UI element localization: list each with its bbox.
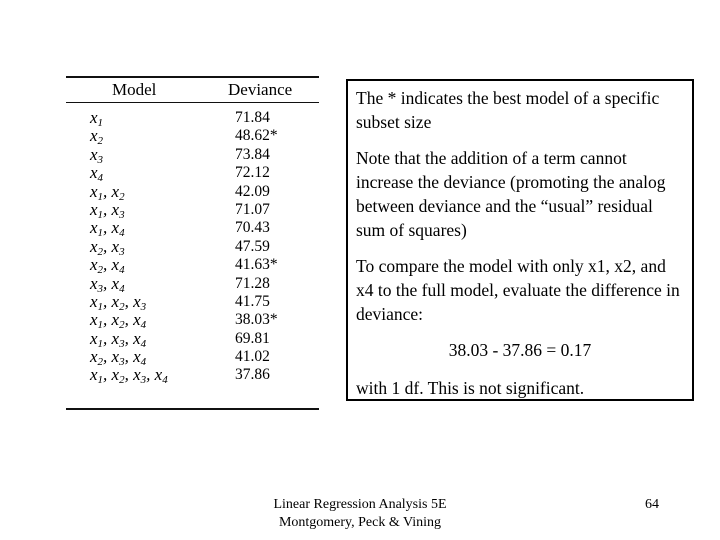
- table-row: [66, 109, 319, 127]
- term-index: 3: [140, 300, 147, 313]
- term-index: 3: [140, 374, 147, 387]
- note-deviance-monotone: Note that the addition of a term cannot increase the deviance (promoting the analog between deviance and the “usual” residual sum of squares): [356, 148, 666, 240]
- term-index: 1: [97, 319, 104, 332]
- table-body: [66, 109, 319, 385]
- table-top-rule: [66, 76, 319, 78]
- model-cell: $x_1$, $x_2$: [90, 181, 125, 203]
- term-index: 2: [119, 319, 125, 332]
- term-index: 4: [162, 374, 168, 387]
- header-model: Model: [112, 80, 157, 99]
- deviance-table: [66, 76, 321, 412]
- table-row: [66, 238, 319, 256]
- page-number: 64: [645, 497, 659, 512]
- deviance-difference-equation: 38.03 - 37.86 = 0.17: [448, 340, 592, 360]
- deviance-cell: 48.62*: [235, 127, 278, 145]
- term-index: 2: [119, 374, 125, 387]
- table-row: [66, 365, 319, 387]
- table-row: [66, 347, 319, 369]
- model-cell: $x_1$, $x_3$: [90, 199, 125, 221]
- model-cell: $x_1$, $x_2$, $x_4$: [90, 310, 147, 332]
- deviance-cell: 71.28: [235, 274, 270, 292]
- table-row: [66, 218, 319, 240]
- term-index: 1: [97, 300, 104, 313]
- footer-citation: [260, 496, 460, 532]
- model-cell: $x_2$, $x_3$: [90, 236, 125, 258]
- term-index: 1: [97, 190, 104, 203]
- note-best-model: The * indicates the best model of a specific subset size: [356, 88, 660, 132]
- deviance-cell: 41.63*: [235, 256, 278, 274]
- deviance-cell: 73.84: [235, 145, 270, 163]
- table-row: [66, 310, 319, 332]
- deviance-cell: 41.02: [235, 348, 270, 366]
- table-row: [66, 183, 319, 201]
- deviance-cell: 42.09: [235, 182, 270, 200]
- table-row: [66, 163, 319, 185]
- table-row: [66, 330, 319, 348]
- term-index: 3: [119, 245, 125, 258]
- term-index: 2: [97, 356, 104, 369]
- model-cell: $x_4$: [90, 163, 104, 185]
- term-index: 2: [97, 135, 104, 148]
- table-row: [66, 126, 319, 148]
- model-cell: $x_3$: [90, 144, 104, 166]
- term-index: 3: [119, 356, 125, 369]
- term-index: 3: [119, 208, 125, 221]
- deviance-cell: 70.43: [235, 219, 270, 237]
- footer-book-title: Linear Regression Analysis 5E: [273, 497, 447, 512]
- deviance-cell: 71.84: [235, 109, 270, 126]
- term-index: 2: [97, 245, 104, 258]
- model-cell: $x_1$, $x_3$, $x_4$: [90, 328, 147, 350]
- term-index: 1: [97, 117, 104, 129]
- table-header-rule: [66, 102, 319, 103]
- table-row: [66, 293, 319, 311]
- term-index: 2: [119, 190, 125, 203]
- term-index: 1: [97, 337, 104, 350]
- table-row: [66, 275, 319, 293]
- note-significance: with 1 df. This is not significant.: [356, 378, 585, 398]
- deviance-cell: 37.86: [235, 366, 270, 384]
- model-cell: $x_1$, $x_4$: [90, 218, 125, 240]
- deviance-cell: 38.03*: [235, 311, 278, 329]
- model-cell: $x_2$, $x_4$: [90, 255, 125, 277]
- term-index: 4: [119, 227, 125, 240]
- term-index: 4: [140, 356, 147, 369]
- term-index: 4: [140, 337, 147, 350]
- term-index: 4: [119, 282, 125, 295]
- deviance-cell: 72.12: [235, 164, 270, 182]
- term-index: 4: [140, 319, 147, 332]
- deviance-cell: 41.75: [235, 292, 270, 310]
- notes-box: [346, 79, 694, 401]
- term-index: 1: [97, 208, 104, 221]
- term-index: 3: [97, 282, 104, 295]
- header-deviance: Deviance: [228, 80, 293, 99]
- model-cell: $x_1$, $x_2$, $x_3$: [90, 291, 147, 313]
- term-index: 3: [119, 337, 125, 350]
- table-row: [66, 255, 319, 277]
- deviance-cell: 47.59: [235, 237, 270, 255]
- term-index: 1: [97, 374, 104, 387]
- deviance-cell: 69.81: [235, 329, 270, 347]
- term-index: 3: [97, 153, 104, 166]
- term-index: 1: [97, 227, 104, 240]
- model-cell: $x_3$, $x_4$: [90, 273, 125, 295]
- model-cell: $x_2$: [90, 126, 104, 148]
- model-cell: $x_2$, $x_3$, $x_4$: [90, 347, 147, 369]
- term-index: 4: [97, 172, 104, 185]
- term-index: 4: [119, 264, 125, 277]
- term-index: 2: [97, 264, 104, 277]
- deviance-cell: 71.07: [235, 200, 270, 218]
- table-row: [66, 201, 319, 219]
- footer-authors: Montgomery, Peck & Vining: [278, 515, 442, 530]
- table-row: [66, 146, 319, 164]
- model-cell: $x_1$, $x_2$, $x_3$, $x_4$: [90, 365, 168, 387]
- model-cell: $x_1$: [90, 108, 104, 129]
- note-compare-models: To compare the model with only x1, x2, and x4 to the full model, evaluate the difference in deviance:: [356, 256, 680, 324]
- table-bottom-rule: [66, 408, 319, 410]
- term-index: 2: [119, 300, 125, 313]
